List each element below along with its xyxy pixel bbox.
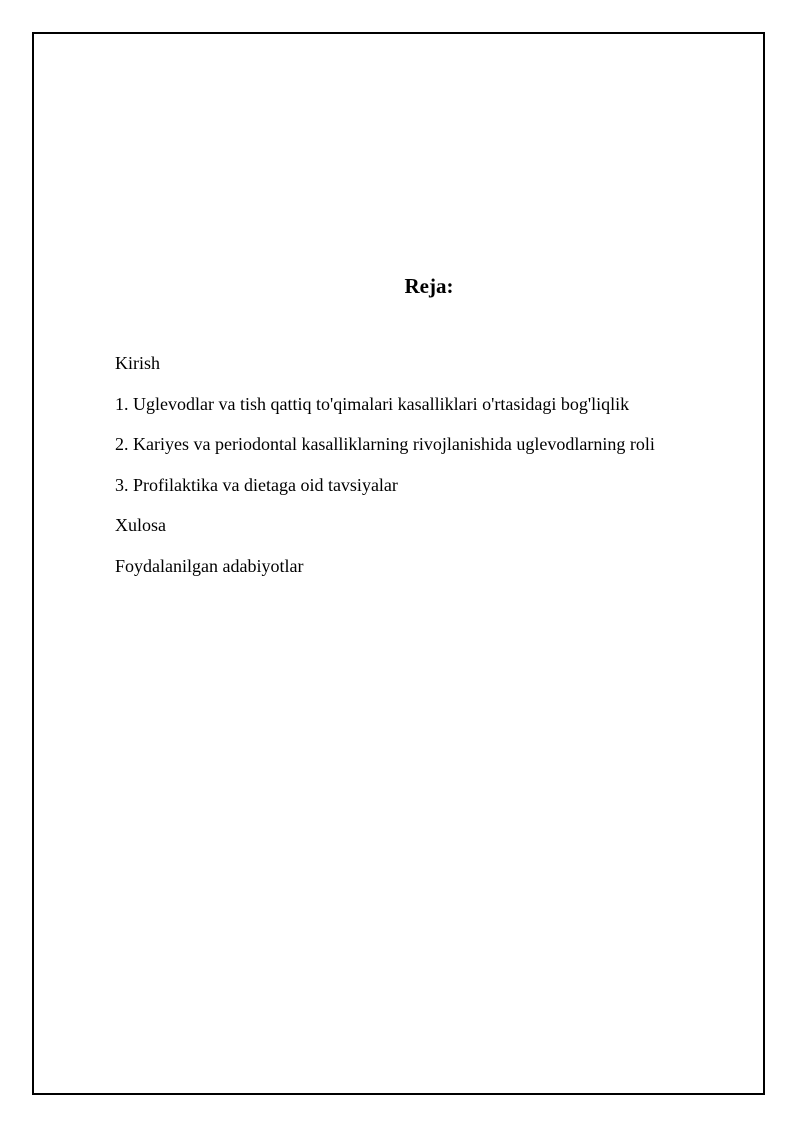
table-of-contents [115, 350, 655, 593]
toc-item-chapter-2: 2. Kariyes va periodontal kasalliklarning rivojlanishida uglevodlarning roli [115, 434, 655, 454]
toc-item-conclusion: Xulosa [115, 515, 166, 535]
page-title: Reja: [404, 274, 454, 298]
toc-item-chapter-1: 1. Uglevodlar va tish qattiq to'qimalari kasalliklari o'rtasidagi bog'liqlik [115, 393, 630, 414]
toc-item-references: Foydalanilgan adabiyotlar [115, 555, 304, 576]
toc-item-introduction: Kirish [115, 353, 160, 373]
toc-item-chapter-3: 3. Profilaktika va dietaga oid tavsiyalar [115, 474, 398, 495]
